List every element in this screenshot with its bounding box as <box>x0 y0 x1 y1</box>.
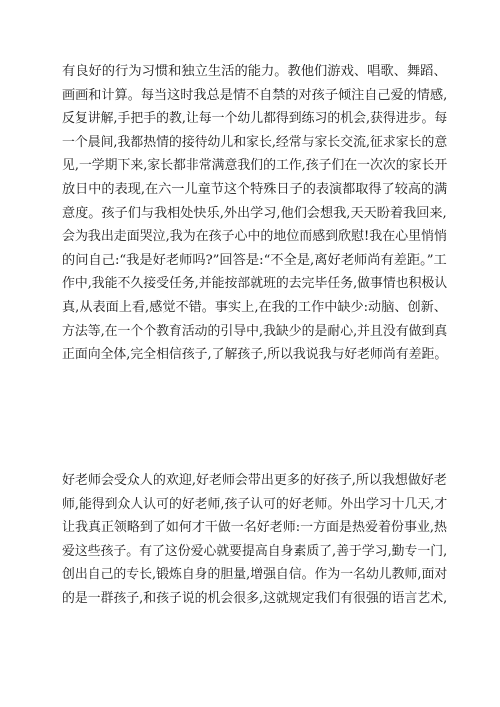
text-line: 师,能得到众人认可的好老师,孩子认可的好老师。外出学习十几天,才 <box>62 496 447 512</box>
text-line: 方法等,在一个个教育活动的引导中,我缺少的是耐心,并且没有做到真 <box>62 323 447 339</box>
text-line: 作中,我能不久接受任务,并能按部就班的去完毕任务,做事情也积极认 <box>62 276 447 292</box>
paragraph-2 <box>62 469 447 611</box>
text-line: 的问自己:“我是好老师吗?”回答是:“不全是,离好老师尚有差距。”工 <box>62 252 447 268</box>
text-line: 反复讲解,手把手的教,让每一个幼儿都得到练习的机会,获得进步。每 <box>62 111 447 127</box>
text-line: 创出自己的专长,锻炼自身的胆量,增强自信。作为一名幼儿教师,面对 <box>62 567 447 583</box>
text-line: 画画和计算。每当这时我总是情不自禁的对孩子倾注自己爱的情感, <box>62 87 447 103</box>
text-line: 见,一学期下来,家长都非常满意我们的工作,孩子们在一次次的家长开 <box>62 158 447 174</box>
text-line: 正面向全体,完全相信孩子,了解孩子,所以我说我与好老师尚有差距。 <box>62 347 447 363</box>
text-line: 会为我出走面哭泣,我为在孩子心中的地位而感到欣慰!我在心里悄悄 <box>62 229 447 245</box>
text-line: 有良好的行为习惯和独立生活的能力。教他们游戏、唱歌、舞蹈、 <box>62 64 447 79</box>
text-line: 意度。孩子们与我相处快乐,外出学习,他们会想我,天天盼着我回来, <box>62 205 447 221</box>
text-line: 的是一群孩子,和孩子说的机会很多,这就规定我们有很强的语言艺术, <box>62 590 447 606</box>
text-line: 真,从表面上看,感觉不错。事实上,在我的工作中缺少:动脑、创新、 <box>62 299 447 315</box>
text-line: 爱这些孩子。有了这份爱心就要提高自身素质了,善于学习,勤专一门, <box>62 543 447 559</box>
text-line: 让我真正领略到了如何才干做一名好老师:一方面是热爱着份事业,热 <box>62 520 447 536</box>
text-line: 好老师会受众人的欢迎,好老师会带出更多的好孩子,所以我想做好老 <box>62 473 447 488</box>
text-line: 一个晨间,我都热情的接待幼儿和家长,经常与家长交流,征求家长的意 <box>62 134 447 150</box>
paragraph-1 <box>62 60 447 367</box>
text-line: 放日中的表现,在六一儿童节这个特殊日子的表演都取得了较高的满 <box>62 181 447 197</box>
